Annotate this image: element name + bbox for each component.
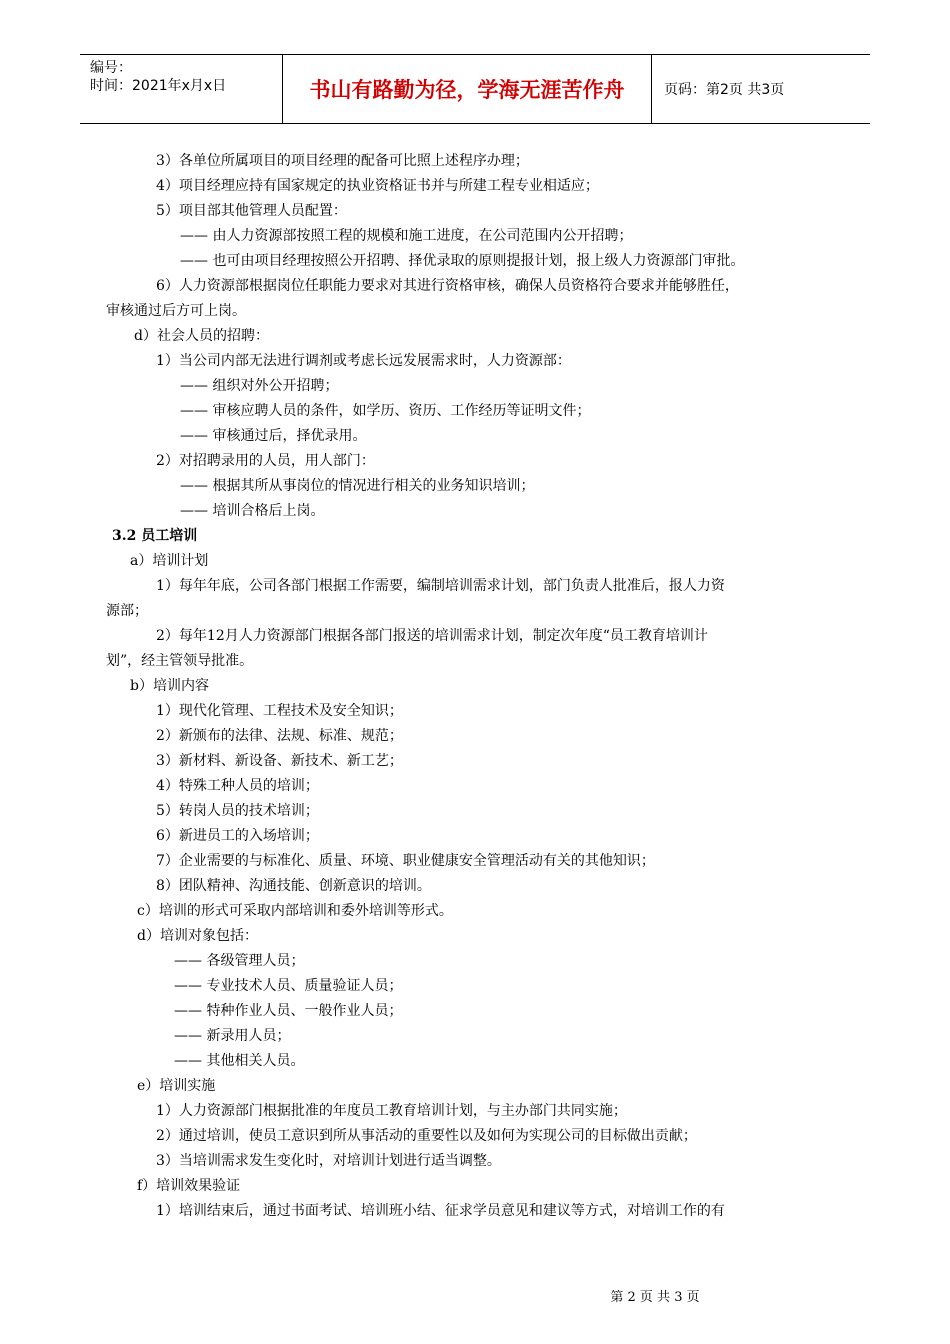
section-heading: a）培训计划 [130, 553, 209, 569]
text-line: 2）对招聘录用的人员，用人部门： [156, 453, 375, 469]
text-line: 源部； [106, 603, 148, 619]
text-line: 5）项目部其他管理人员配置： [156, 203, 347, 219]
text-line: 4）特殊工种人员的培训； [156, 778, 319, 794]
text-line: —— 审核通过后，择优录用。 [180, 428, 367, 444]
section-heading: d）培训对象包括： [137, 928, 258, 944]
page-footer [0, 1286, 950, 1305]
header-motto: 书山有路勤为径，学海无涯苦作舟 [283, 55, 652, 123]
text-line: —— 由人力资源部按照工程的规模和施工进度，在公司范围内公开招聘； [180, 228, 633, 244]
document-date: 时间：2021年x月x日 [90, 78, 227, 94]
text-line: —— 根据其所从事岗位的情况进行相关的业务知识培训； [180, 478, 535, 494]
header-page-number: 页码：第2页 共3页 [664, 82, 785, 98]
section-heading: e）培训实施 [137, 1078, 216, 1094]
text-line: 4）项目经理应持有国家规定的执业资格证书并与所建工程专业相适应； [156, 178, 599, 194]
text-line: —— 新录用人员； [174, 1028, 291, 1044]
text-line: 划”，经主管领导批准。 [106, 653, 254, 669]
text-line: —— 特种作业人员、一般作业人员； [174, 1003, 403, 1019]
text-line: 3）各单位所属项目的项目经理的配备可比照上述程序办理； [156, 153, 529, 169]
document-number: 编号： [90, 60, 132, 76]
text-line: —— 其他相关人员。 [174, 1053, 305, 1069]
header-meta [80, 55, 283, 123]
text-line: 1）培训结束后，通过书面考试、培训班小结、征求学员意见和建议等方式，对培训工作的有 [156, 1203, 725, 1219]
section-heading: f）培训效果验证 [137, 1178, 241, 1194]
text-line: —— 组织对外公开招聘； [180, 378, 339, 394]
text-line: 1）每年年底，公司各部门根据工作需要，编制培训需求计划，部门负责人批准后，报人力资 [156, 578, 725, 594]
text-line: 1）人力资源部门根据批准的年度员工教育培训计划，与主办部门共同实施； [156, 1103, 627, 1119]
text-line: —— 审核应聘人员的条件，如学历、资历、工作经历等证明文件； [180, 403, 591, 419]
text-line: —— 各级管理人员； [174, 953, 305, 969]
text-line: 7）企业需要的与标准化、质量、环境、职业健康安全管理活动有关的其他知识； [156, 853, 655, 869]
text-line: —— 专业技术人员、质量验证人员； [174, 978, 403, 994]
text-line: 2）通过培训，使员工意识到所从事活动的重要性以及如何为实现公司的目标做出贡献； [156, 1128, 697, 1144]
text-line: 5）转岗人员的技术培训； [156, 803, 319, 819]
text-line: —— 培训合格后上岗。 [180, 503, 325, 519]
text-line: 3）新材料、新设备、新技术、新工艺； [156, 753, 403, 769]
text-line: 2）新颁布的法律、法规、标准、规范； [156, 728, 403, 744]
page-header [80, 54, 870, 124]
text-line: 6）人力资源部根据岗位任职能力要求对其进行资格审核，确保人员资格符合要求并能够胜任， [156, 278, 739, 294]
text-line: 审核通过后方可上岗。 [106, 303, 246, 319]
section-heading: c）培训的形式可采取内部培训和委外培训等形式。 [137, 903, 453, 919]
section-heading: d）社会人员的招聘： [134, 328, 269, 344]
footer-page-number: 第 2 页 共 3 页 [610, 1290, 700, 1305]
text-line: 8）团队精神、沟通技能、创新意识的培训。 [156, 878, 431, 894]
section-title: 3.2 员工培训 [112, 528, 198, 544]
text-line: —— 也可由项目经理按照公开招聘、择优录取的原则提报计划，报上级人力资源部门审批。 [180, 253, 745, 269]
text-line: 1）当公司内部无法进行调剂或考虑长远发展需求时，人力资源部： [156, 353, 571, 369]
text-line: 6）新进员工的入场培训； [156, 828, 319, 844]
section-heading: b）培训内容 [130, 678, 209, 694]
text-line: 3）当培训需求发生变化时，对培训计划进行适当调整。 [156, 1153, 501, 1169]
text-line: 1）现代化管理、工程技术及安全知识； [156, 703, 403, 719]
text-line: 2）每年12月人力资源部门根据各部门报送的培训需求计划，制定次年度“员工教育培训计 [156, 628, 708, 644]
